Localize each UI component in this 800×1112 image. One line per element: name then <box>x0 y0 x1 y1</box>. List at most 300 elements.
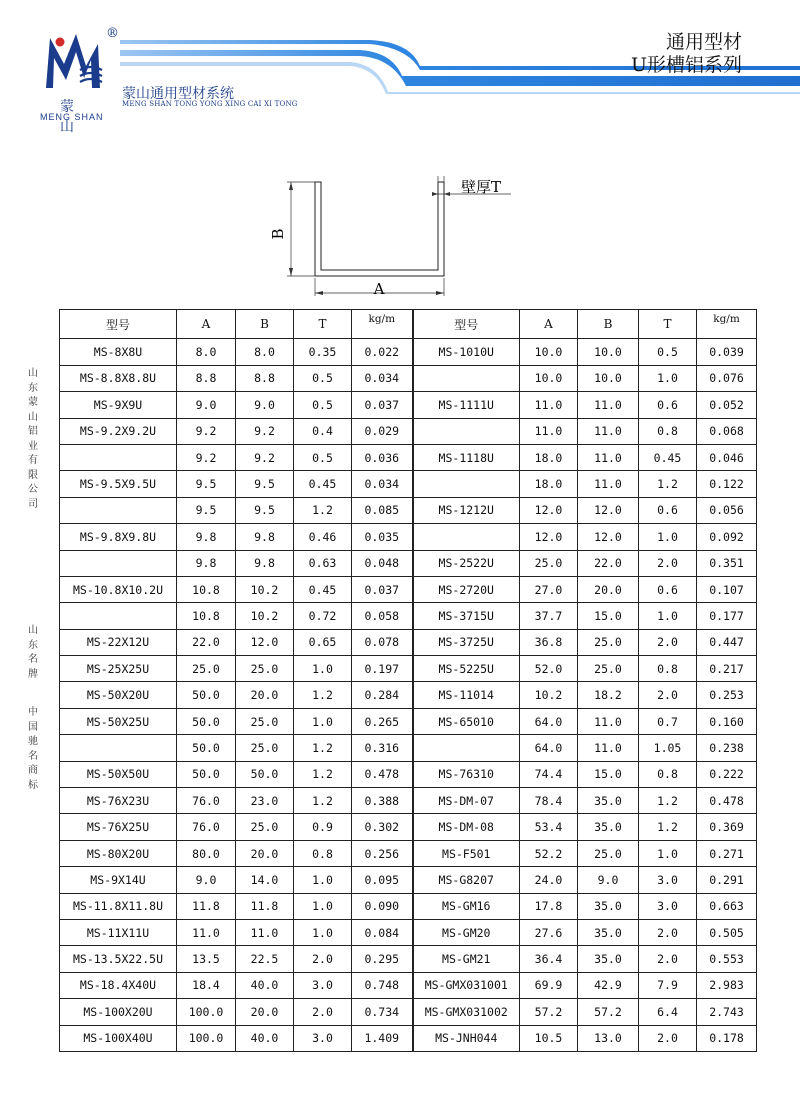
table-cell-model: MS-9X14U <box>60 867 177 893</box>
table-cell-a: 53.4 <box>520 814 578 840</box>
table-cell-model: MS-3715U <box>413 603 520 629</box>
table-cell-model: MS-8X8U <box>60 339 177 365</box>
table-cell-t: 1.0 <box>294 919 352 945</box>
table-cell-t: 0.35 <box>294 339 352 365</box>
table-cell-t: 2.0 <box>639 946 697 972</box>
table-row <box>60 656 757 682</box>
table-cell-a: 10.0 <box>520 339 578 365</box>
table-cell-kg-per-m: 0.046 <box>697 444 757 470</box>
table-cell-kg-per-m: 0.478 <box>352 761 413 787</box>
table-cell-t: 0.45 <box>294 471 352 497</box>
table-cell-model: MS-50X20U <box>60 682 177 708</box>
table-cell-kg-per-m: 0.291 <box>697 867 757 893</box>
table-cell-kg-per-m: 0.222 <box>697 761 757 787</box>
table-cell-b: 35.0 <box>578 946 639 972</box>
table-row <box>60 840 757 866</box>
table-cell-model: MS-9X9U <box>60 392 177 418</box>
table-cell-model: MS-76X23U <box>60 788 177 814</box>
header-kg-per-m-left: kg/m <box>352 310 413 339</box>
table-cell-t: 7.9 <box>639 972 697 998</box>
table-cell-model: MS-100X40U <box>60 1025 177 1051</box>
table-cell-a: 57.2 <box>520 999 578 1025</box>
table-cell-model: MS-76X25U <box>60 814 177 840</box>
header-kg-per-m-right: kg/m <box>697 310 757 339</box>
table-cell-model <box>413 524 520 550</box>
table-cell-kg-per-m: 0.734 <box>352 999 413 1025</box>
table-cell-kg-per-m: 0.316 <box>352 735 413 761</box>
table-cell-b: 9.5 <box>236 471 294 497</box>
table-cell-kg-per-m: 0.178 <box>697 1025 757 1051</box>
table-cell-t: 0.5 <box>639 339 697 365</box>
table-cell-t: 1.0 <box>639 524 697 550</box>
table-cell-model: MS-76310 <box>413 761 520 787</box>
table-row <box>60 392 757 418</box>
table-row <box>60 1025 757 1051</box>
table-cell-model: MS-5225U <box>413 656 520 682</box>
table-cell-a: 80.0 <box>177 840 236 866</box>
table-cell-t: 1.2 <box>294 682 352 708</box>
table-cell-a: 50.0 <box>177 761 236 787</box>
table-cell-b: 11.0 <box>578 471 639 497</box>
table-cell-b: 9.8 <box>236 550 294 576</box>
table-cell-model: MS-18.4X40U <box>60 972 177 998</box>
table-cell-kg-per-m: 0.048 <box>352 550 413 576</box>
table-row <box>60 682 757 708</box>
table-cell-kg-per-m: 0.022 <box>352 339 413 365</box>
table-cell-b: 11.0 <box>578 444 639 470</box>
table-cell-t: 1.05 <box>639 735 697 761</box>
table-cell-kg-per-m: 0.238 <box>697 735 757 761</box>
table-cell-a: 52.2 <box>520 840 578 866</box>
table-cell-a: 18.0 <box>520 471 578 497</box>
table-cell-t: 2.0 <box>639 1025 697 1051</box>
table-cell-a: 9.8 <box>177 524 236 550</box>
table-cell-kg-per-m: 0.505 <box>697 919 757 945</box>
header-a-left: A <box>177 310 236 339</box>
table-cell-model <box>413 471 520 497</box>
table-cell-a: 64.0 <box>520 735 578 761</box>
table-cell-kg-per-m: 0.092 <box>697 524 757 550</box>
table-cell-b: 20.0 <box>578 576 639 602</box>
table-cell-b: 35.0 <box>578 788 639 814</box>
table-cell-a: 10.0 <box>520 365 578 391</box>
table-cell-kg-per-m: 0.056 <box>697 497 757 523</box>
table-cell-model: MS-GM16 <box>413 893 520 919</box>
table-cell-t: 1.0 <box>639 603 697 629</box>
table-cell-a: 36.4 <box>520 946 578 972</box>
table-cell-model: MS-80X20U <box>60 840 177 866</box>
table-cell-kg-per-m: 0.084 <box>352 919 413 945</box>
table-cell-kg-per-m: 0.351 <box>697 550 757 576</box>
table-cell-b: 10.2 <box>236 576 294 602</box>
table-row <box>60 814 757 840</box>
table-cell-b: 11.0 <box>578 735 639 761</box>
table-cell-model: MS-G8207 <box>413 867 520 893</box>
table-cell-kg-per-m: 0.029 <box>352 418 413 444</box>
table-cell-t: 1.0 <box>294 893 352 919</box>
table-cell-b: 22.5 <box>236 946 294 972</box>
table-cell-t: 0.6 <box>639 576 697 602</box>
header-model-right: 型号 <box>413 310 520 339</box>
table-cell-t: 1.2 <box>294 735 352 761</box>
table-cell-model <box>60 735 177 761</box>
table-cell-model: MS-1212U <box>413 497 520 523</box>
table-cell-kg-per-m: 0.122 <box>697 471 757 497</box>
table-cell-b: 9.0 <box>578 867 639 893</box>
table-cell-b: 9.8 <box>236 524 294 550</box>
table-cell-a: 24.0 <box>520 867 578 893</box>
table-cell-t: 0.63 <box>294 550 352 576</box>
table-cell-b: 40.0 <box>236 1025 294 1051</box>
table-cell-model: MS-9.5X9.5U <box>60 471 177 497</box>
table-cell-a: 78.4 <box>520 788 578 814</box>
table-cell-kg-per-m: 1.409 <box>352 1025 413 1051</box>
table-cell-t: 3.0 <box>639 867 697 893</box>
table-cell-t: 0.7 <box>639 708 697 734</box>
table-cell-b: 11.0 <box>236 919 294 945</box>
table-row <box>60 603 757 629</box>
u-channel-spec-table <box>59 309 757 1052</box>
table-cell-model: MS-2720U <box>413 576 520 602</box>
table-cell-t: 0.4 <box>294 418 352 444</box>
table-cell-b: 25.0 <box>236 656 294 682</box>
table-cell-a: 9.5 <box>177 471 236 497</box>
table-cell-a: 9.8 <box>177 550 236 576</box>
table-cell-b: 15.0 <box>578 603 639 629</box>
table-cell-b: 9.0 <box>236 392 294 418</box>
table-cell-a: 13.5 <box>177 946 236 972</box>
table-cell-model: MS-10.8X10.2U <box>60 576 177 602</box>
table-cell-a: 50.0 <box>177 682 236 708</box>
header-b-left: B <box>236 310 294 339</box>
table-cell-a: 10.8 <box>177 576 236 602</box>
table-cell-kg-per-m: 0.478 <box>697 788 757 814</box>
table-cell-t: 1.0 <box>639 840 697 866</box>
table-cell-kg-per-m: 0.076 <box>697 365 757 391</box>
table-cell-model: MS-50X50U <box>60 761 177 787</box>
table-cell-kg-per-m: 0.271 <box>697 840 757 866</box>
table-cell-model: MS-25X25U <box>60 656 177 682</box>
table-row <box>60 708 757 734</box>
table-cell-model: MS-GM20 <box>413 919 520 945</box>
table-cell-a: 10.8 <box>177 603 236 629</box>
table-cell-t: 0.65 <box>294 629 352 655</box>
table-cell-a: 11.0 <box>520 418 578 444</box>
table-cell-b: 11.0 <box>578 418 639 444</box>
table-cell-a: 50.0 <box>177 708 236 734</box>
table-cell-model: MS-GMX031001 <box>413 972 520 998</box>
table-cell-a: 37.7 <box>520 603 578 629</box>
table-row <box>60 524 757 550</box>
table-cell-model: MS-1111U <box>413 392 520 418</box>
logo-brand-en: MENG SHAN <box>40 112 104 122</box>
table-cell-b: 14.0 <box>236 867 294 893</box>
table-cell-model: MS-3725U <box>413 629 520 655</box>
table-cell-t: 6.4 <box>639 999 697 1025</box>
table-cell-a: 25.0 <box>520 550 578 576</box>
table-row <box>60 418 757 444</box>
table-row <box>60 471 757 497</box>
mountain-logo-icon <box>40 30 116 90</box>
table-row <box>60 999 757 1025</box>
table-cell-model: MS-GMX031002 <box>413 999 520 1025</box>
table-body <box>60 339 757 1052</box>
table-cell-kg-per-m: 0.748 <box>352 972 413 998</box>
table-cell-b: 9.2 <box>236 418 294 444</box>
table-cell-a: 8.0 <box>177 339 236 365</box>
table-cell-a: 69.9 <box>520 972 578 998</box>
table-cell-a: 27.6 <box>520 919 578 945</box>
table-cell-t: 3.0 <box>639 893 697 919</box>
table-cell-t: 2.0 <box>639 550 697 576</box>
table-cell-a: 100.0 <box>177 999 236 1025</box>
table-cell-a: 9.0 <box>177 392 236 418</box>
table-cell-kg-per-m: 0.177 <box>697 603 757 629</box>
table-cell-model: MS-1118U <box>413 444 520 470</box>
table-cell-t: 1.0 <box>294 656 352 682</box>
table-cell-kg-per-m: 0.447 <box>697 629 757 655</box>
table-row <box>60 497 757 523</box>
table-cell-t: 0.8 <box>639 656 697 682</box>
table-cell-b: 20.0 <box>236 682 294 708</box>
table-cell-kg-per-m: 0.035 <box>352 524 413 550</box>
table-cell-model <box>413 365 520 391</box>
table-cell-b: 18.2 <box>578 682 639 708</box>
table-cell-kg-per-m: 2.983 <box>697 972 757 998</box>
header-t-right: T <box>639 310 697 339</box>
table-cell-b: 11.8 <box>236 893 294 919</box>
header-a-right: A <box>520 310 578 339</box>
table-cell-model: MS-1010U <box>413 339 520 365</box>
table-cell-a: 100.0 <box>177 1025 236 1051</box>
header-model-left: 型号 <box>60 310 177 339</box>
table-cell-kg-per-m: 0.034 <box>352 471 413 497</box>
table-cell-kg-per-m: 0.095 <box>352 867 413 893</box>
table-cell-a: 12.0 <box>520 524 578 550</box>
table-cell-kg-per-m: 0.253 <box>697 682 757 708</box>
table-cell-kg-per-m: 0.388 <box>352 788 413 814</box>
table-cell-model: MS-11.8X11.8U <box>60 893 177 919</box>
page-title-series: U形槽铝系列 <box>630 54 742 76</box>
table-cell-model: MS-JNH044 <box>413 1025 520 1051</box>
table-cell-t: 1.2 <box>294 497 352 523</box>
dimension-label-t: 壁厚T <box>461 178 502 196</box>
table-cell-model: MS-65010 <box>413 708 520 734</box>
table-cell-kg-per-m: 0.295 <box>352 946 413 972</box>
table-cell-t: 0.45 <box>294 576 352 602</box>
table-cell-kg-per-m: 0.553 <box>697 946 757 972</box>
table-cell-t: 2.0 <box>639 682 697 708</box>
table-cell-kg-per-m: 0.369 <box>697 814 757 840</box>
table-row <box>60 946 757 972</box>
table-row <box>60 972 757 998</box>
header-company-line-en: MENG SHAN TONG YONG XING CAI XI TONG <box>122 100 298 108</box>
table-cell-b: 23.0 <box>236 788 294 814</box>
table-cell-a: 9.0 <box>177 867 236 893</box>
header-b-right: B <box>578 310 639 339</box>
table-cell-b: 35.0 <box>578 919 639 945</box>
table-row <box>60 444 757 470</box>
table-cell-a: 8.8 <box>177 365 236 391</box>
table-cell-a: 50.0 <box>177 735 236 761</box>
table-cell-kg-per-m: 0.107 <box>697 576 757 602</box>
table-cell-b: 40.0 <box>236 972 294 998</box>
table-cell-b: 25.0 <box>578 840 639 866</box>
table-cell-model <box>60 444 177 470</box>
table-cell-model: MS-F501 <box>413 840 520 866</box>
table-cell-model <box>413 418 520 444</box>
side-text-brand2: 中国驰名商标 <box>28 707 38 791</box>
table-cell-kg-per-m: 0.256 <box>352 840 413 866</box>
dimension-label-a: A <box>373 280 385 298</box>
table-cell-kg-per-m: 0.037 <box>352 392 413 418</box>
table-cell-model: MS-50X25U <box>60 708 177 734</box>
table-cell-kg-per-m: 0.036 <box>352 444 413 470</box>
table-cell-kg-per-m: 0.160 <box>697 708 757 734</box>
registered-mark: ® <box>106 26 119 41</box>
table-cell-model: MS-13.5X22.5U <box>60 946 177 972</box>
table-cell-model <box>60 550 177 576</box>
table-cell-model: MS-GM21 <box>413 946 520 972</box>
table-cell-b: 42.9 <box>578 972 639 998</box>
table-cell-b: 22.0 <box>578 550 639 576</box>
table-cell-b: 13.0 <box>578 1025 639 1051</box>
table-cell-model: MS-DM-08 <box>413 814 520 840</box>
table-cell-a: 25.0 <box>177 656 236 682</box>
table-cell-b: 8.8 <box>236 365 294 391</box>
table-cell-model: MS-22X12U <box>60 629 177 655</box>
table-cell-t: 1.0 <box>639 365 697 391</box>
table-cell-model <box>60 497 177 523</box>
table-cell-b: 9.5 <box>236 497 294 523</box>
table-cell-kg-per-m: 0.078 <box>352 629 413 655</box>
header-t-left: T <box>294 310 352 339</box>
table-cell-t: 0.5 <box>294 392 352 418</box>
table-cell-b: 35.0 <box>578 893 639 919</box>
table-cell-a: 74.4 <box>520 761 578 787</box>
table-cell-model: MS-8.8X8.8U <box>60 365 177 391</box>
table-cell-t: 1.0 <box>294 867 352 893</box>
table-cell-kg-per-m: 0.090 <box>352 893 413 919</box>
table-row <box>60 893 757 919</box>
table-cell-a: 11.0 <box>520 392 578 418</box>
table-cell-b: 8.0 <box>236 339 294 365</box>
table-cell-b: 35.0 <box>578 814 639 840</box>
table-cell-b: 50.0 <box>236 761 294 787</box>
table-cell-a: 52.0 <box>520 656 578 682</box>
table-cell-kg-per-m: 0.034 <box>352 365 413 391</box>
table-cell-t: 0.5 <box>294 365 352 391</box>
table-cell-t: 0.6 <box>639 392 697 418</box>
table-cell-t: 0.8 <box>639 761 697 787</box>
logo-brand-cn: 蒙 山 <box>60 99 88 135</box>
table-row <box>60 629 757 655</box>
table-row <box>60 365 757 391</box>
table-cell-a: 18.0 <box>520 444 578 470</box>
side-text-brand1: 山东名牌 <box>28 625 38 680</box>
table-cell-b: 25.0 <box>236 708 294 734</box>
table-cell-b: 25.0 <box>236 735 294 761</box>
table-cell-kg-per-m: 0.085 <box>352 497 413 523</box>
table-cell-t: 2.0 <box>639 629 697 655</box>
table-row <box>60 576 757 602</box>
table-cell-model: MS-100X20U <box>60 999 177 1025</box>
table-cell-a: 17.8 <box>520 893 578 919</box>
table-row <box>60 788 757 814</box>
table-cell-a: 9.2 <box>177 444 236 470</box>
table-cell-b: 20.0 <box>236 999 294 1025</box>
table-cell-t: 0.72 <box>294 603 352 629</box>
table-cell-a: 22.0 <box>177 629 236 655</box>
table-cell-a: 36.8 <box>520 629 578 655</box>
table-cell-a: 18.4 <box>177 972 236 998</box>
table-cell-kg-per-m: 0.663 <box>697 893 757 919</box>
table-cell-a: 76.0 <box>177 788 236 814</box>
table-cell-a: 64.0 <box>520 708 578 734</box>
table-cell-t: 0.8 <box>294 840 352 866</box>
table-cell-a: 9.5 <box>177 497 236 523</box>
table-cell-model: MS-9.8X9.8U <box>60 524 177 550</box>
table-cell-kg-per-m: 0.039 <box>697 339 757 365</box>
table-cell-b: 10.0 <box>578 365 639 391</box>
table-cell-model: MS-2522U <box>413 550 520 576</box>
side-text-company: 山东蒙山铝业有限公司 <box>28 368 38 510</box>
table-cell-t: 2.0 <box>294 946 352 972</box>
table-cell-a: 27.0 <box>520 576 578 602</box>
table-header-row <box>60 310 757 339</box>
table-cell-t: 1.2 <box>639 788 697 814</box>
table-cell-t: 0.8 <box>639 418 697 444</box>
table-cell-t: 0.6 <box>639 497 697 523</box>
table-row <box>60 339 757 365</box>
table-cell-model: MS-11X11U <box>60 919 177 945</box>
table-cell-a: 11.0 <box>177 919 236 945</box>
table-cell-a: 9.2 <box>177 418 236 444</box>
table-cell-b: 25.0 <box>236 814 294 840</box>
table-cell-kg-per-m: 0.058 <box>352 603 413 629</box>
table-row <box>60 761 757 787</box>
table-cell-kg-per-m: 0.217 <box>697 656 757 682</box>
table-cell-model: MS-9.2X9.2U <box>60 418 177 444</box>
table-cell-b: 12.0 <box>578 524 639 550</box>
table-cell-kg-per-m: 0.265 <box>352 708 413 734</box>
table-cell-b: 15.0 <box>578 761 639 787</box>
table-cell-kg-per-m: 0.068 <box>697 418 757 444</box>
table-cell-t: 1.0 <box>294 708 352 734</box>
table-cell-b: 10.0 <box>578 339 639 365</box>
table-cell-t: 0.46 <box>294 524 352 550</box>
table-row <box>60 735 757 761</box>
table-cell-b: 12.0 <box>578 497 639 523</box>
table-cell-b: 11.0 <box>578 392 639 418</box>
table-cell-a: 12.0 <box>520 497 578 523</box>
table-cell-b: 10.2 <box>236 603 294 629</box>
table-cell-b: 11.0 <box>578 708 639 734</box>
table-cell-t: 3.0 <box>294 972 352 998</box>
table-cell-a: 10.2 <box>520 682 578 708</box>
table-cell-t: 1.2 <box>294 761 352 787</box>
table-row <box>60 867 757 893</box>
table-cell-model <box>413 735 520 761</box>
table-cell-model: MS-DM-07 <box>413 788 520 814</box>
table-cell-t: 0.5 <box>294 444 352 470</box>
table-cell-model <box>60 603 177 629</box>
u-channel-profile-diagram <box>265 172 525 304</box>
table-cell-t: 3.0 <box>294 1025 352 1051</box>
table-cell-a: 11.8 <box>177 893 236 919</box>
header-company-line-cn: 蒙山通用型材系统 <box>122 86 234 102</box>
table-cell-t: 2.0 <box>639 919 697 945</box>
